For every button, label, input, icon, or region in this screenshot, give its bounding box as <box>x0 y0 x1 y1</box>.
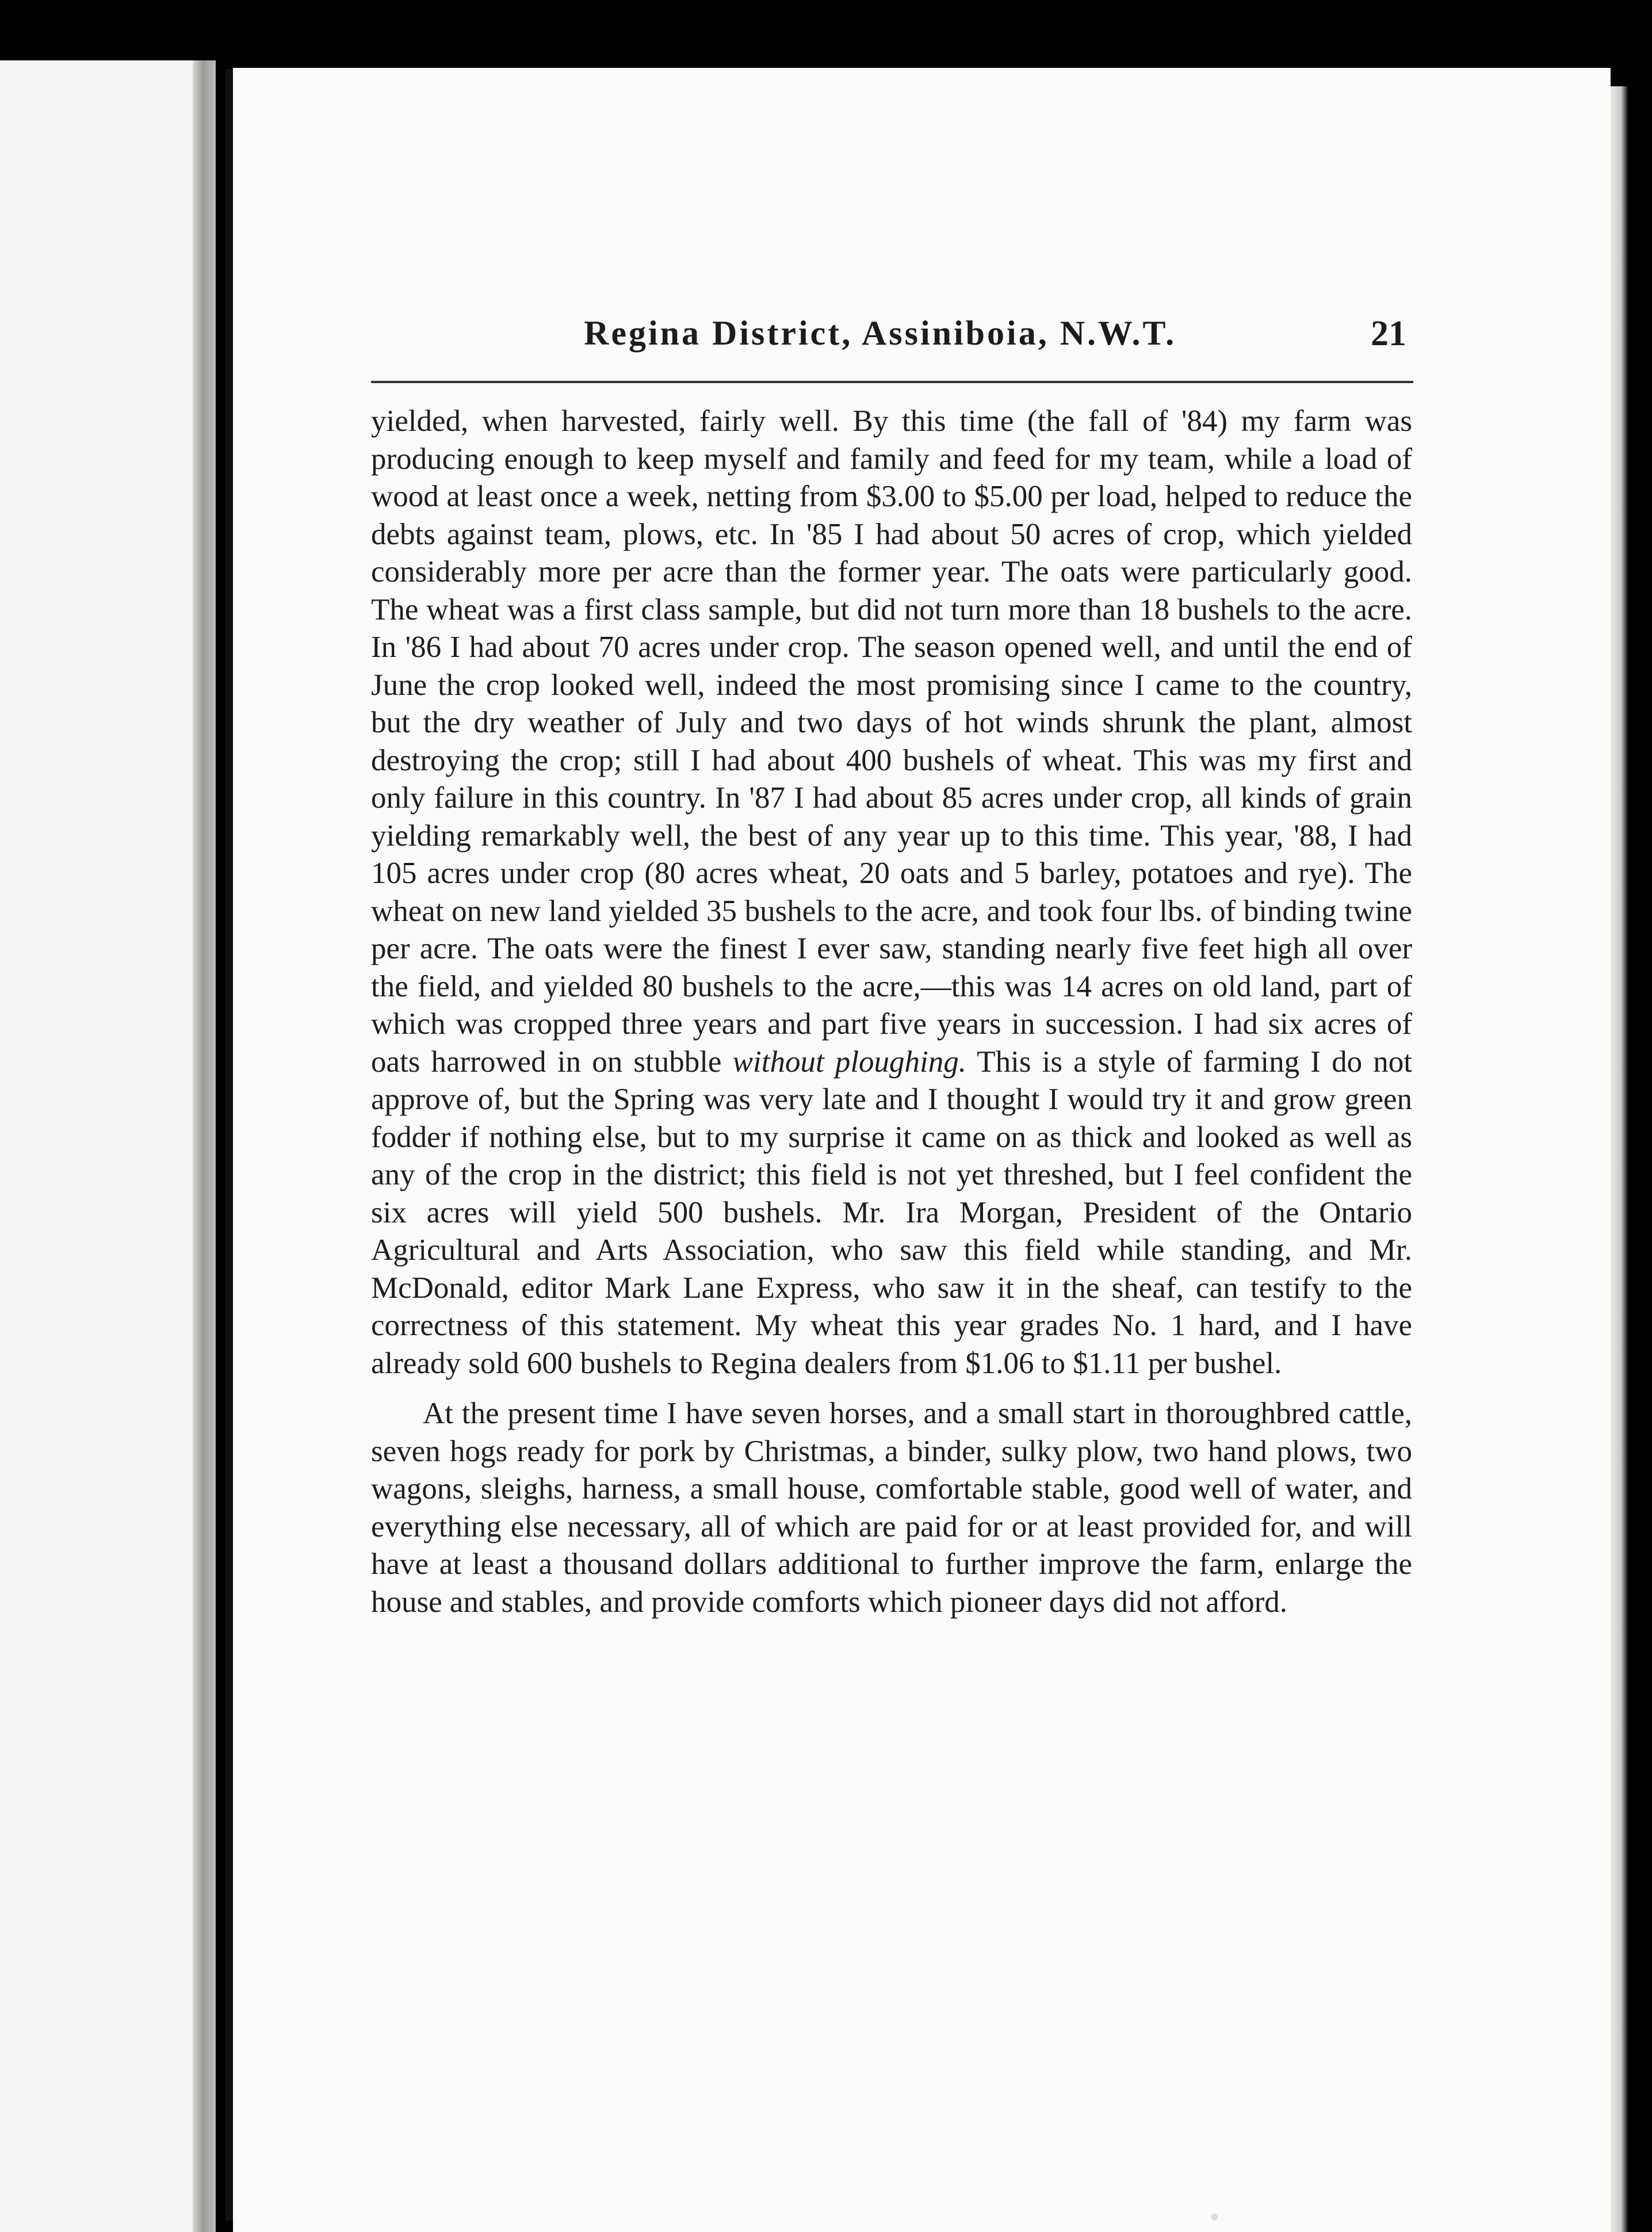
facing-page <box>0 60 193 2232</box>
book-gutter <box>193 60 216 2232</box>
header-rule <box>371 381 1413 383</box>
body-text <box>371 403 1412 1621</box>
page-number: 21 <box>1371 314 1406 353</box>
page-edge <box>1611 86 1628 2232</box>
paragraph-1-part-a: yielded, when harvested, fairly well. By this time (the fall of '84) my farm was producing enough to keep myself and family and feed for my team, while a load of wood at least once a week, netting from $3.00 to $5.00 per load, helped to reduce the debts against team, plows, etc. In '85 I had about 50 acres of crop, which yielded considerably more per acre than the former year. The oats were particularly good. The wheat was a first class sample, but did not turn more than 18 bushels to the acre. In '86 I had about 70 acres under crop. The season opened well, and until the end of June the crop looked well, indeed the most promising since I came to the country, but the dry weather of July and two days of hot winds shrunk the plant, almost destroying the crop; still I had about 400 bushels of wheat. This was my first and only failure in this country. In '87 I had about 85 acres under crop, all kinds of grain yielding remarkably well, the best of any year up to this time. This year, '88, I had 105 acres under crop (80 acres wheat, 20 oats and 5 barley, potatoes and rye). The wheat on new land yielded 35 bushels to the acre, and took four lbs. of binding twine per acre. The oats were the finest I ever saw, standing nearly five feet high all over the field, and yielded 80 bushels to the acre,—this was 14 acres on old land, part of which was cropped three years and part five years in succession. I had six acres of oats harrowed in on stubble <box>371 404 1412 1079</box>
spine-shadow <box>225 69 234 2220</box>
paragraph-1-part-b: This is a style of farming I do not approve of, but the Spring was very late and I thought I would try it and grow green fodder if nothing else, but to my surprise it came on as thick and looked as well as any of the crop in the district; this field is not yet threshed, but I feel confident the six acres will yield 500 bushels. Mr. Ira Morgan, President of the Ontario Agricultural and Arts Association, who saw this field while standing, and Mr. McDonald, editor Mark Lane Express, who saw it in the sheaf, can testify to the correctness of this statement. My wheat this year grades No. 1 hard, and I have already sold 600 bushels to Regina dealers from $1.06 to $1.11 per bushel. <box>371 1045 1413 1380</box>
paragraph-1 <box>371 403 1412 1382</box>
running-head: Regina District, Assiniboia, N.W.T. <box>584 314 1177 352</box>
page-header <box>584 314 1406 360</box>
paragraph-1-emphasis: without ploughing. <box>732 1045 967 1079</box>
scan-speck <box>1211 2214 1218 2220</box>
paragraph-2: At the present time I have seven horses, and a small start in thoroughbred cattle, seven hogs ready for pork by Christmas, a binder, sulky plow, two hand plows, two wagons, sleighs, harness, a small house, comfortable stable, good well of water, and everything else necessary, all of which are paid for or at least provided for, and will have at least a thousand dollars additional to further improve the farm, enlarge the house and stables, and provide comforts which pioneer days did not afford. <box>371 1397 1412 1619</box>
